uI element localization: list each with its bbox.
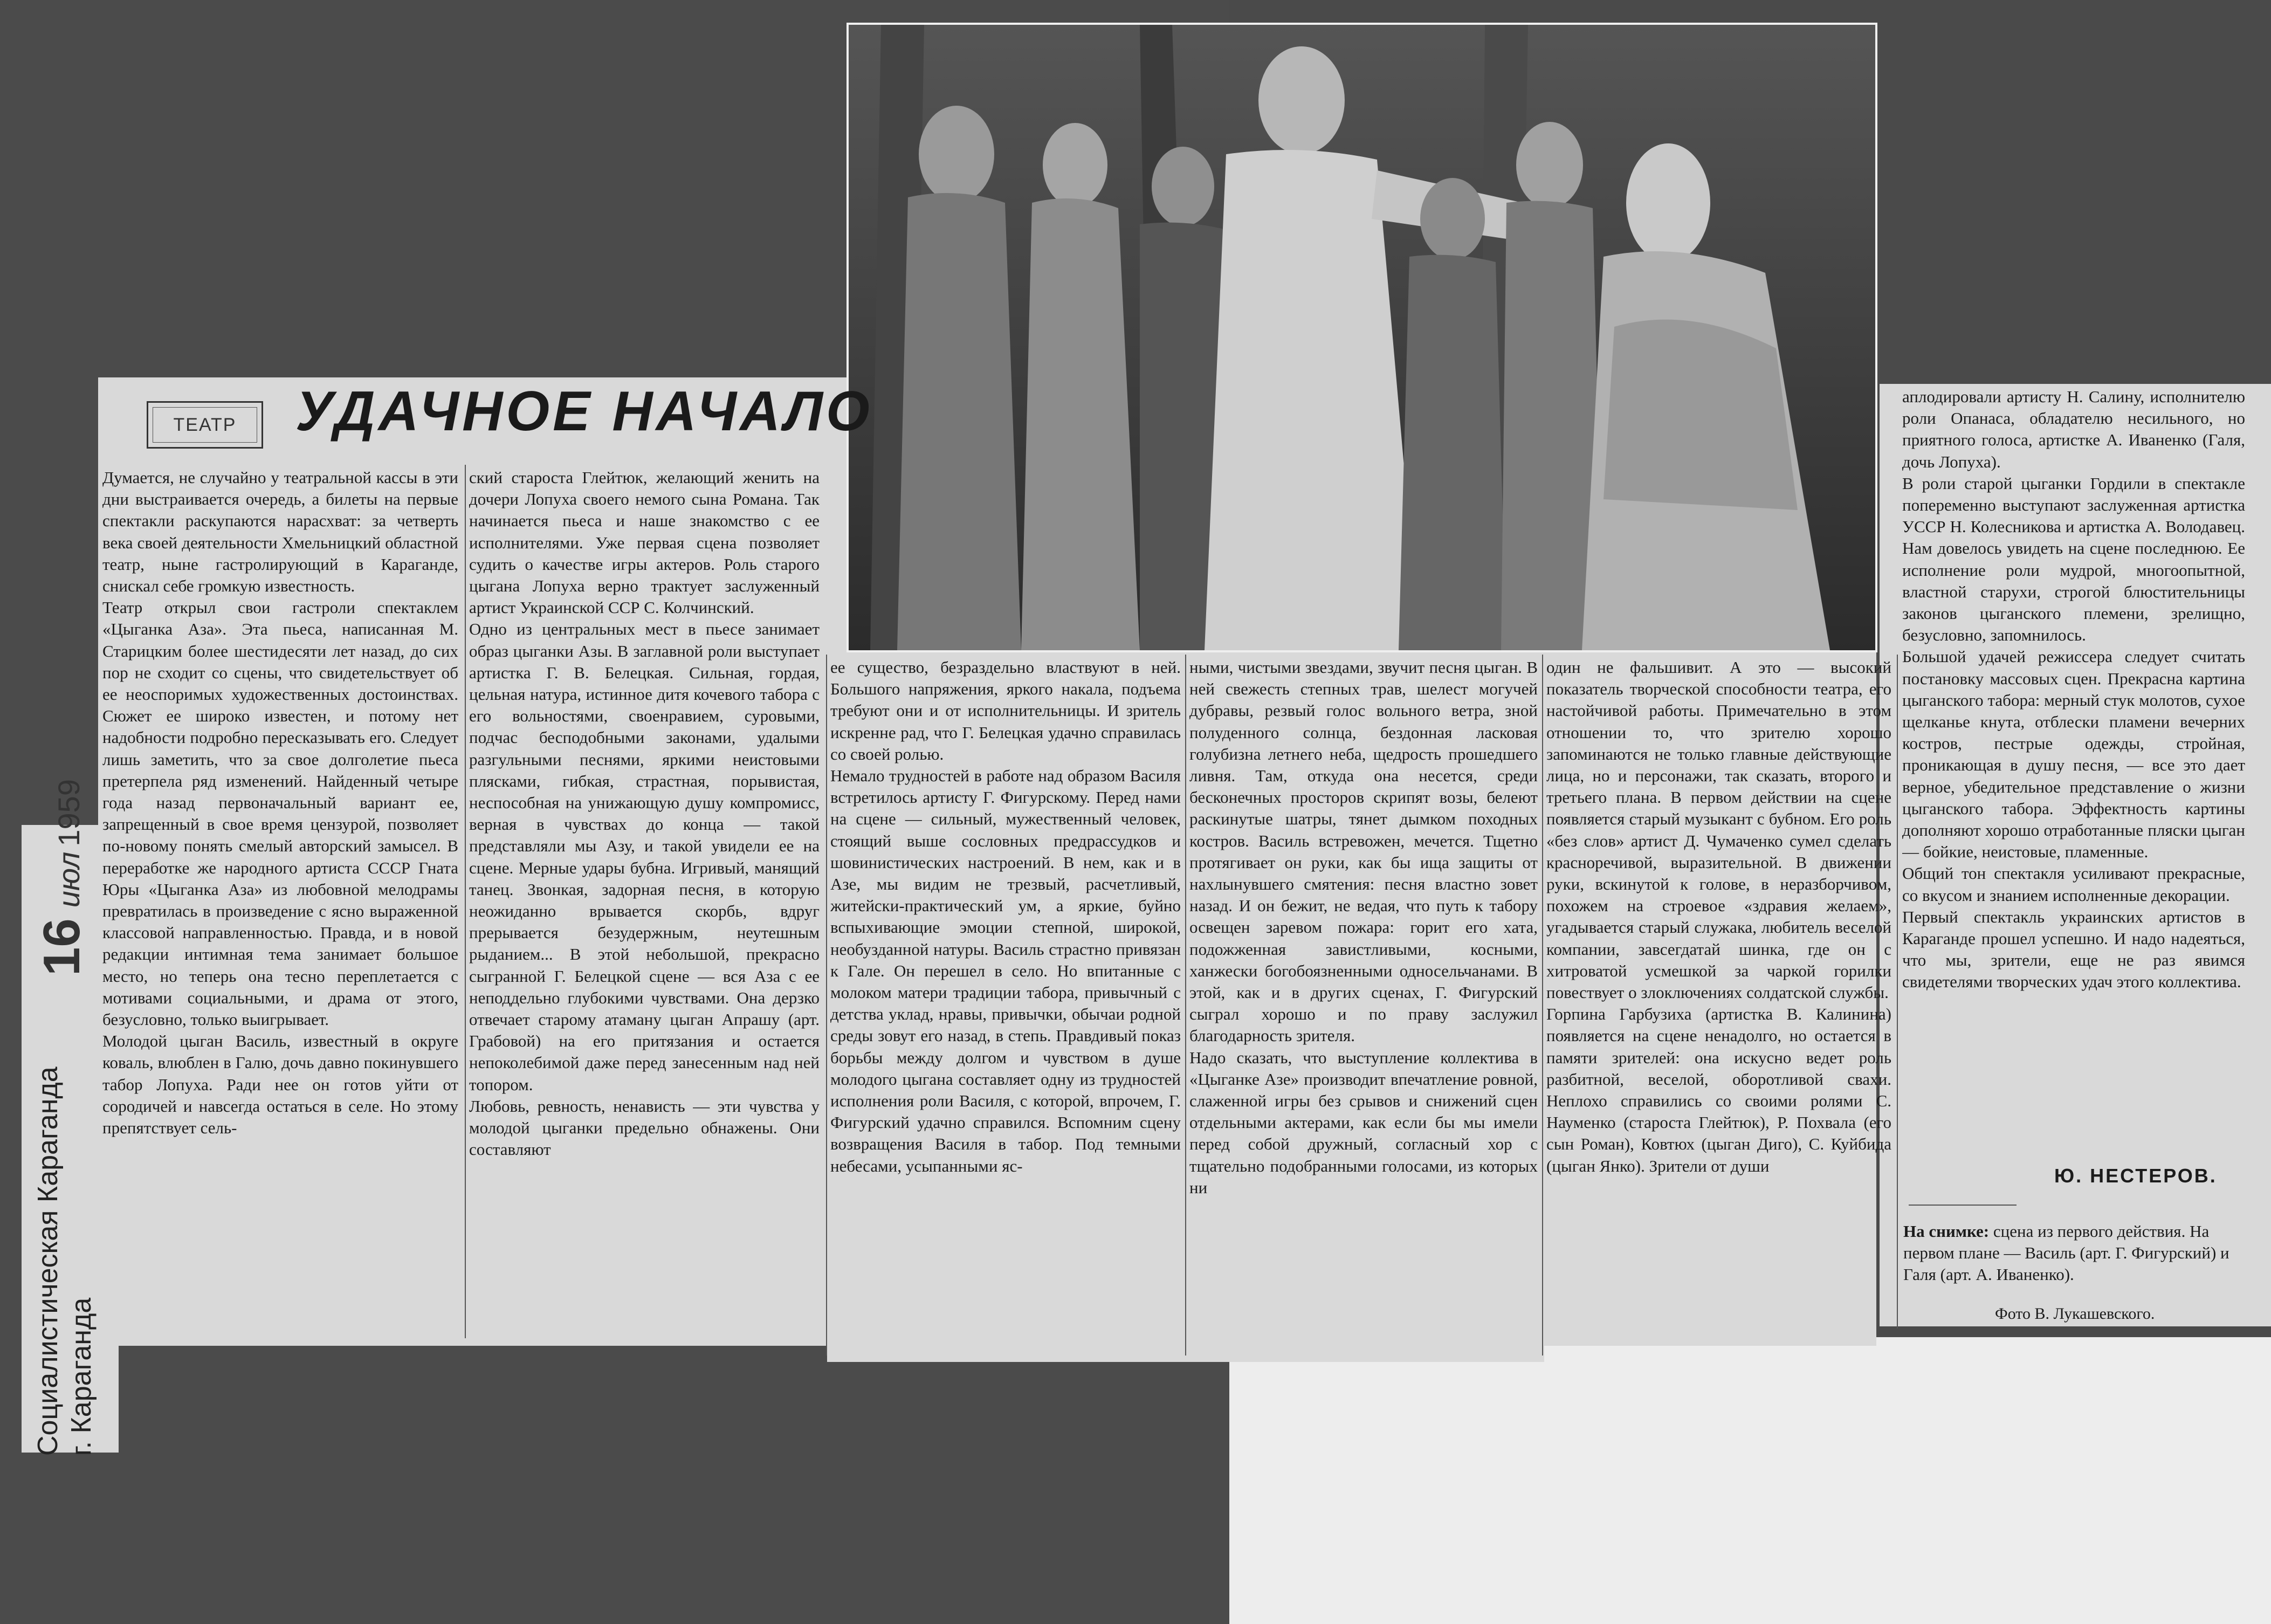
article-column-1: Думается, не случайно у театральной кассы в эти дни выстраивается очередь, а билеты на первые спектакли раскупаются нарасхват: за четверть века своей деятельности Хмельницкий областной театр, ныне гастролирующий в Караганде, снискал себе громкую известность. Театр открыл свои гастроли спектаклем «Цыганка Аза». Эта пьеса, написанная М. Старицким более шестидесяти лет назад, до сих пор не сходит со сцены, что свидетельствует об ее неоспоримых художественных достоинствах. Сюжет ее широко известен, и потому нет надобности подробно пересказывать его. Следует лишь заметить, что за свое долголетие пьеса претерпела ряд изменений. Найденный четыре года назад первоначальный вариант ее, запрещенный в свое время цензурой, позволяет по-новому понять смелый авторский замысел. В переработке же народного артиста СССР Гната Юры «Цыганка Аза» из любовной мелодрамы превратилась в произведение с ясно выраженной классовой направленностью. Правда, и в новой редакции интимная тема занимает большое место, но теперь она тесно переплетается с мотивами социальными, и драма от этого, безусловно, только выигрывает. Молодой цыган Василь, известный в округе коваль, влюблен в Галю, дочь давно покинувшего табор Лопуха. Ради нее он готов уйти от сородичей и навсегда остаться в селе. Но этому препятствует сель-: [102, 468, 458, 1138]
caption-rule: [1909, 1205, 2017, 1206]
article-column-5: один не фальшивит. А это — высокий показатель творческой способности театра, его настойчивой работы. Примечательно в этом отношении то, что зрителю хорошо запоминаются не только главные действующие лица, но и персонажи, так сказать, второго и третьего плана. В первом действии на сцене появляется старый музыкант с бубном. Его роль «без слов» артист Д. Чумаченко сумел сделать красноречивой, выразительной. В движении руки, вскинутой к голове, в неразборчивом, похожем на строевое «здравия желаем», угадывается старый служака, любитель веселой компании, завсегдатай шинка, где он с хитроватой усмешкой за чаркой горилки повествует о злоключениях солдатской службы. Горпина Гарбузиха (артистка В. Калинина) появляется на сцене ненадолго, но остается в памяти зрителей: она искусно ведет роль разбитной, веселой, оборотливой свахи. Неплохо справились со своими ролями С. Науменко (староста Глейтюк), Р. Похвала (его сын Роман), Ковтюх (цыган Диго), С. Куйбида (цыган Янко). Зрители от души: [1546, 658, 1891, 1175]
column-rule: [1185, 655, 1186, 1355]
caption-text: сцена из первого действия. На первом плане — Василь (арт. Г. Фигурский) и Галя (арт. А. Иваненко).: [1903, 1222, 2229, 1284]
article-headline: УДАЧНОЕ НАЧАЛО: [295, 380, 873, 443]
column-rule: [1542, 655, 1543, 1355]
scene-photo-graphic: [849, 25, 1875, 650]
stamp-year: 1959: [52, 779, 86, 847]
article-column-4: ными, чистыми звездами, звучит песня цыган. В ней свежесть степных трав, шелест могучей дубравы, резвый голос вольного ветра, зной полуденного солнца, бездонная ласковая голубизна летнего неба, щедрость прошедшего ливня. Там, откуда она несется, среди бесконечных просторов скрипят возы, белеют раскинутые шатры, тянет дымком походных костров. Василь встревожен, мечется. Тщетно протягивает он руки, как бы ища защиты от нахлынувшего смятения: песня властно зовет назад. И он бежит, не ведая, что путь к табору освещен заревом пожара: горит его хата, подожженная завистливыми, косными, ханжески богобоязненными односельчанами. В этой, как и в других сценах, Г. Фигурский сыграл хорошо и по праву заслужил благодарность зрителя. Надо сказать, что выступление коллектива в «Цыганке Азе» производит впечатление ровной, слаженной игры без срывов и снижений сцен отдельными актерами, как если бы мы имели перед собой дружный, согласный хор с тщательно подобранными голосами, из которых ни: [1189, 658, 1538, 1197]
caption-lead: На снимке:: [1903, 1222, 1990, 1241]
source-city: г. Караганда: [66, 1297, 97, 1456]
rubric-label: ТЕАТР: [173, 414, 237, 435]
stamp-month: июл: [52, 851, 86, 908]
scene-photo: [847, 23, 1877, 652]
stamp-day: 16: [33, 918, 91, 976]
light-background: [1229, 1337, 2271, 1624]
column-rule: [826, 655, 827, 1355]
archive-date-stamp: [32, 779, 92, 976]
article-column-6: аплодировали артисту Н. Салину, исполнителю роли Опанаса, обладателю несильного, но приятного голоса, артистке А. Иваненко (Галя, дочь Лопуха). В роли старой цыганки Гордили в спектакле попеременно выступают заслуженная артистка УССР Н. Колесникова и артистка А. Володавец. Нам довелось увидеть на сцене последнюю. Ее исполнение роли мудрой, многоопытной, властной старухи, строгой блюстительницы законов цыганского племени, зрелищно, безусловно, запомнилось. Большой удачей режиссера следует считать постановку массовых сцен. Прекрасна картина цыганского табора: мерный стук молотов, сухое щелканье кнута, отблески пламени вечерних костров, пестрые одежды, стройная, проникающая в душу песня, — все это дает верное, убедительное представление о жизни цыганского табора. Эффектность картины дополняют хорошо отработанные пляски цыган — бойкие, неистовые, пламенные. Общий тон спектакля усиливают прекрасные, со вкусом и знанием исполненные декорации. Первый спектакль украинских артистов в Караганде прошел успешно. И надо надеяться, что мы, зрители, еще не раз явимся свидетелями творческих удач этого коллектива.: [1902, 387, 2245, 992]
column-rule: [465, 465, 466, 1338]
photo-credit: Фото В. Лукашевского.: [1995, 1305, 2155, 1323]
author-signature: Ю. НЕСТЕРОВ.: [2054, 1165, 2217, 1187]
column-rule: [1897, 655, 1898, 1329]
photo-caption: [1903, 1221, 2248, 1285]
rubric-frame: [153, 407, 257, 443]
article-column-3: ее существо, безраздельно властвуют в ней. Большого напряжения, яркого накала, подъема требуют они и от исполнительницы. И зритель искренне рад, что Г. Белецкая удачно справилась со своей ролью. Немало трудностей в работе над образом Василя встретилось артисту Г. Фигурскому. Перед нами на сцене — сильный, мужественный человек, стоящий выше сословных предрассудков и шовинистических настроений. В нем, как и в Азе, мы видим не трезвый, расчетливый, житейски-практический ум, а яркие, буйно вспыхивающие эмоции степной, широкой, необузданной натуры. Василь страстно привязан к Гале. Он перешел в село. Но впитанные с молоком матери традиции табора, привычный с детства уклад, нравы, привычки, обычаи родной среды зовут его назад, в степь. Правдивый показ борьбы между долгом и чувством в душе молодого цыгана составляет одну из трудностей исполнения роли Василя, с которой, впрочем, Г. Фигурский удачно справился. Вспомним сцену возвращения Василя в табор. Под темными небесами, усыпанными яс-: [830, 658, 1181, 1175]
newspaper-source-label: [31, 1066, 98, 1456]
article-column-2: ский староста Глейтюк, желающий женить на дочери Лопуха своего немого сына Романа. Так начинается пьеса и наше знакомство с ее исполнителями. Уже первая сцена позволяет судить о качестве игры актеров. Роль старого цыгана Лопуха верно трактует заслуженный артист Украинской ССР С. Колчинский. Одно из центральных мест в пьесе занимает образ цыганки Азы. В заглавной роли выступает артистка Г. В. Белецкая. Сильная, гордая, цельная натура, истинное дитя кочевого табора с его вольностями, своенравием, суровыми, подчас бесподобными законами, удалыми разгульными песнями, яркими неистовыми плясками, гибкая, страстная, порывистая, неспособная на унижающую душу компромисс, верная в чувствах до конца — такой представляли мы Азу, и такой увидели ее на сцене. Мерные удары бубна. Игривый, манящий танец. Звонкая, задорная песня, в которую неожиданно врывается скорбь, вдруг прерывается безудержным, неутешным рыданием... В этой небольшой, прекрасно сыгранной Г. Белецкой сцене — вся Аза с ее неподдельно глубокими чувствами. Она дерзко отвечает старому атаману цыган Апрашу (арт. Грабовой) на его притязания и остается непоколебимой даже перед занесенным над ней топором. Любовь, ревность, ненависть — эти чувства у молодой цыганки предельно обнажены. Они составляют: [469, 468, 820, 1159]
source-newspaper: Социалистическая Караганда: [32, 1066, 64, 1456]
section-rubric: [147, 401, 263, 449]
